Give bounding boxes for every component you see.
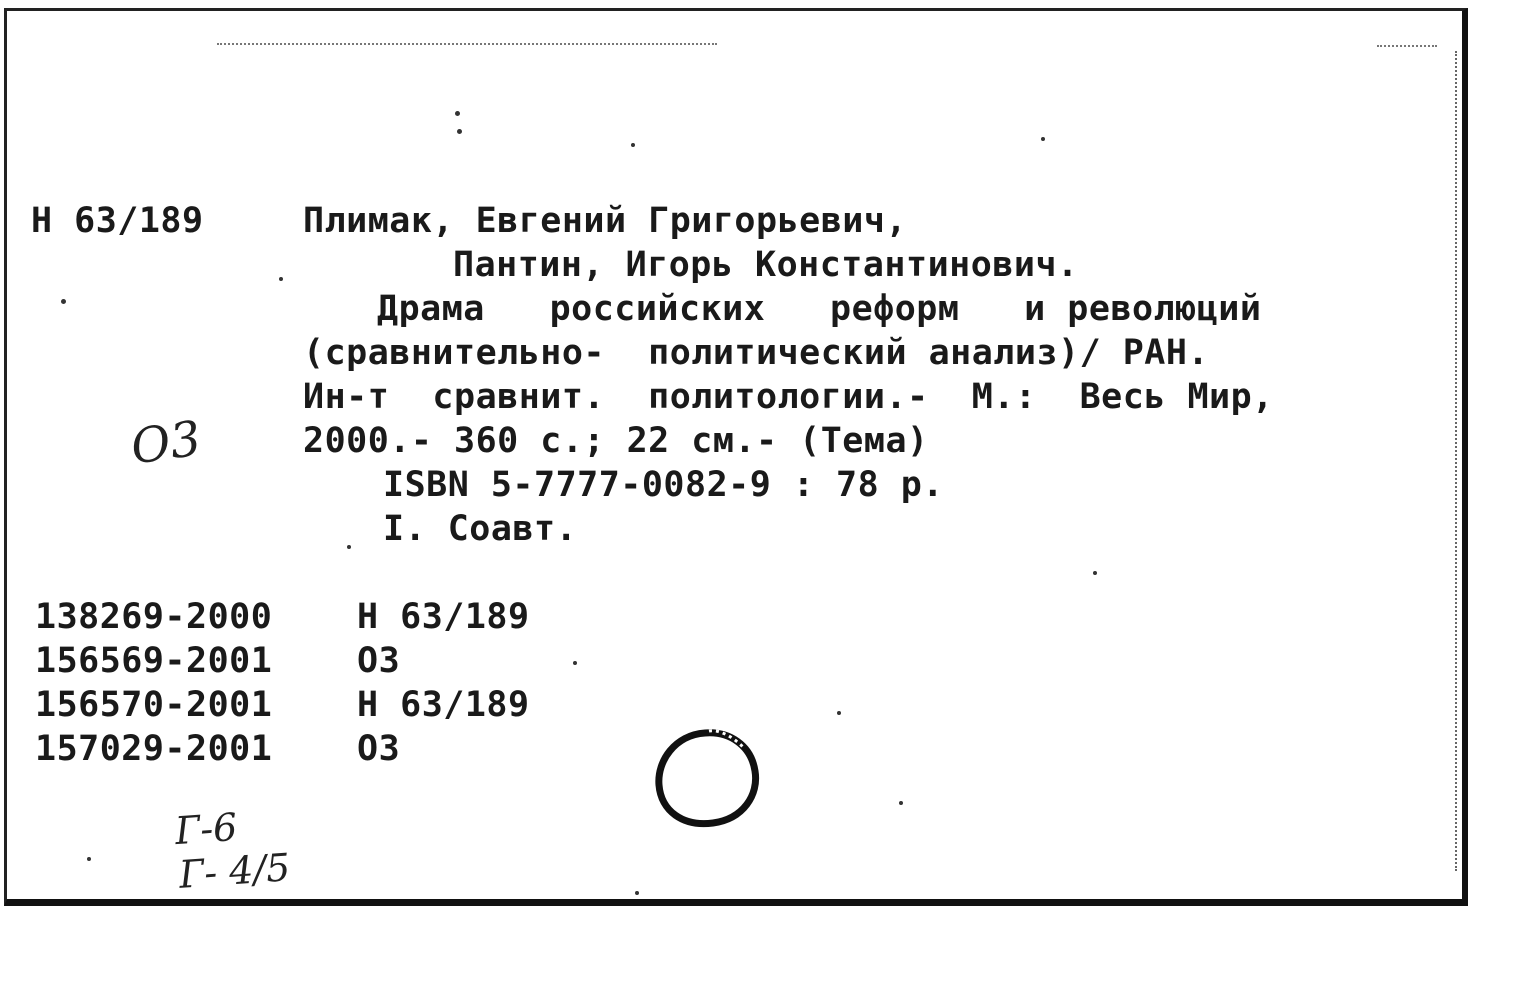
author-line: Плимак, Евгений Григорьевич, [303,201,908,241]
holding-inventory: 156569-2001 [35,641,273,681]
holding-inventory: 156570-2001 [35,685,273,725]
handwritten-shelf-mark: О3 [127,410,205,476]
scan-speck [837,711,841,715]
scan-speck [279,277,283,281]
isbn-line: ISBN 5-7777-0082-9 : 78 р. [383,465,944,505]
holding-location: О3 [357,641,401,681]
scan-speck [457,129,462,134]
scan-speck [635,891,639,895]
scan-speck [61,299,66,304]
scan-speck [347,545,351,549]
scan-speck [455,111,460,116]
handwritten-note-1: Г-6 [173,804,239,854]
catalog-card [4,8,1468,906]
scan-speck [1093,571,1097,575]
scan-speck [899,801,903,805]
title-line-1: Драма российских реформ и революций [377,289,1262,329]
scan-artifact-right-edge [1455,51,1457,871]
holding-inventory: 157029-2001 [35,729,273,769]
scan-speck [573,661,577,665]
handwritten-note-2: Г- 4/5 [177,845,292,897]
holding-inventory: 138269-2000 [35,597,273,637]
scan-speck [1041,137,1045,141]
holding-location: О3 [357,729,401,769]
scan-artifact-top-right [1377,45,1437,47]
call-number: Н 63/189 [31,201,204,241]
title-line-2: (сравнительно- политический анализ)/ РАН. [303,333,1210,373]
scan-speck [87,857,91,861]
title-line-4: 2000.- 360 с.; 22 см.- (Тема) [303,421,929,461]
holding-location: Н 63/189 [357,685,530,725]
title-line-3: Ин-т сравнит. политологии.- М.: Весь Мир, [303,377,1274,417]
punch-hole-ring [647,723,767,833]
coauthor-line: Пантин, Игорь Константинович. [453,245,1079,285]
holding-location: Н 63/189 [357,597,530,637]
tracing-line: I. Соавт. [383,509,578,549]
scan-speck [631,143,635,147]
scan-artifact-top [217,43,717,45]
